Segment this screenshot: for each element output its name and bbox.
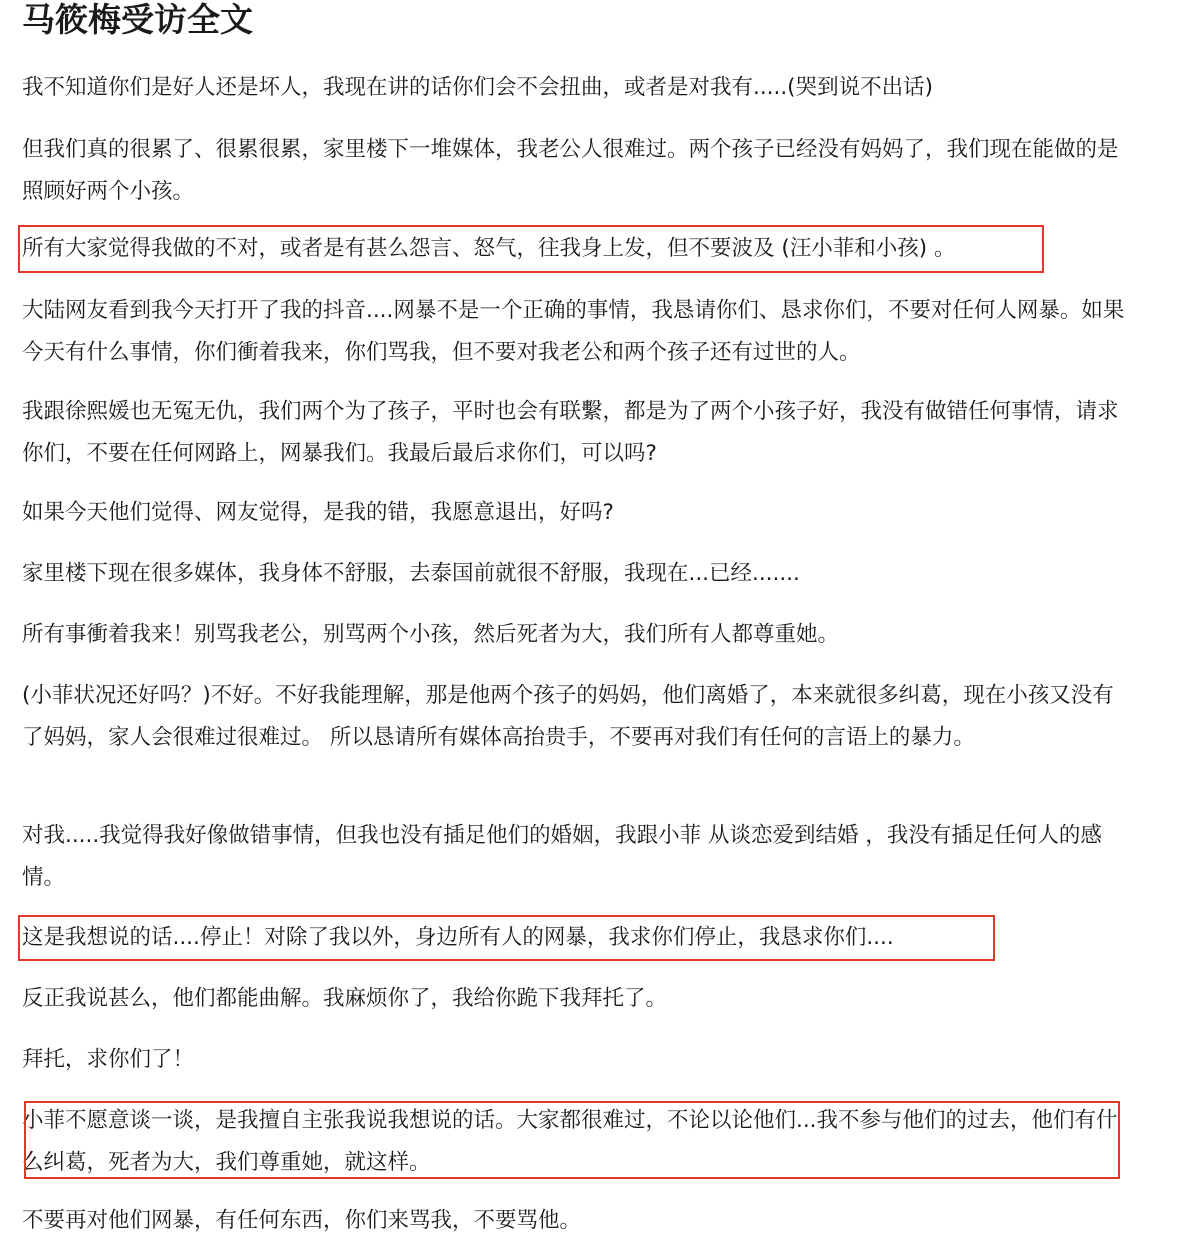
paragraph-8: 所有事衝着我来！别骂我老公，别骂两个小孩，然后死者为大，我们所有人都尊重她。 (22, 622, 840, 647)
paragraph-1: 我不知道你们是好人还是坏人，我现在讲的话你们会不会扭曲，或者是对我有.....(哭到说不出话) (22, 75, 933, 100)
paragraph-3-highlighted: 所有大家觉得我做的不对，或者是有甚么怨言、怒气，往我身上发，但不要波及 (汪小菲和小孩) 。 (22, 236, 956, 261)
paragraph-5: 我跟徐熙媛也无冤无仇，我们两个为了孩子，平时也会有联繫，都是为了两个小孩子好，我没有做错任何事情，请求你们，不要在任何网路上，网暴我们。我最后最后求你们，可以吗? (22, 399, 1119, 466)
page-title: 马筱梅受访全文 (22, 0, 253, 39)
paragraph-2: 但我们真的很累了、很累很累，家里楼下一堆媒体，我老公人很难过。两个孩子已经没有妈妈了，我们现在能做的是照顾好两个小孩。 (22, 137, 1119, 204)
paragraph-14-highlighted: 小菲不愿意谈一谈，是我擅自主张我说我想说的话。大家都很难过，不论以论他们...我不参与他们的过去，他们有什么纠葛，死者为大，我们尊重她，就这样。 (22, 1108, 1118, 1175)
paragraph-11-highlighted: 这是我想说的话....停止！对除了我以外，身边所有人的网暴，我求你们停止，我恳求你们.... (22, 925, 894, 950)
paragraph-12: 反正我说甚么，他们都能曲解。我麻烦你了，我给你跪下我拜托了。 (22, 986, 668, 1011)
paragraph-9: (小菲状况还好吗？)不好。不好我能理解，那是他两个孩子的妈妈，他们离婚了，本来就很多纠葛，现在小孩又没有了妈妈，家人会很难过很难过。 所以恳请所有媒体高抬贵手，不要再对我们有任何的言语上的暴力。 (22, 683, 1114, 750)
paragraph-6: 如果今天他们觉得、网友觉得，是我的错，我愿意退出，好吗? (22, 500, 614, 525)
paragraph-15: 不要再对他们网暴，有任何东西，你们来骂我，不要骂他。 (22, 1208, 582, 1233)
paragraph-4: 大陆网友看到我今天打开了我的抖音....网暴不是一个正确的事情，我恳请你们、恳求你们，不要对任何人网暴。如果今天有什么事情，你们衝着我来，你们骂我，但不要对我老公和两个孩子还有过世的人。 (22, 298, 1125, 365)
paragraph-10: 对我.....我觉得我好像做错事情，但我也没有插足他们的婚姻，我跟小菲 从谈恋爱到结婚 ，我没有插足任何人的感情。 (22, 823, 1102, 890)
paragraph-7: 家里楼下现在很多媒体，我身体不舒服，去泰国前就很不舒服，我现在...已经....... (22, 561, 800, 586)
paragraph-13: 拜托，求你们了！ (22, 1047, 195, 1072)
